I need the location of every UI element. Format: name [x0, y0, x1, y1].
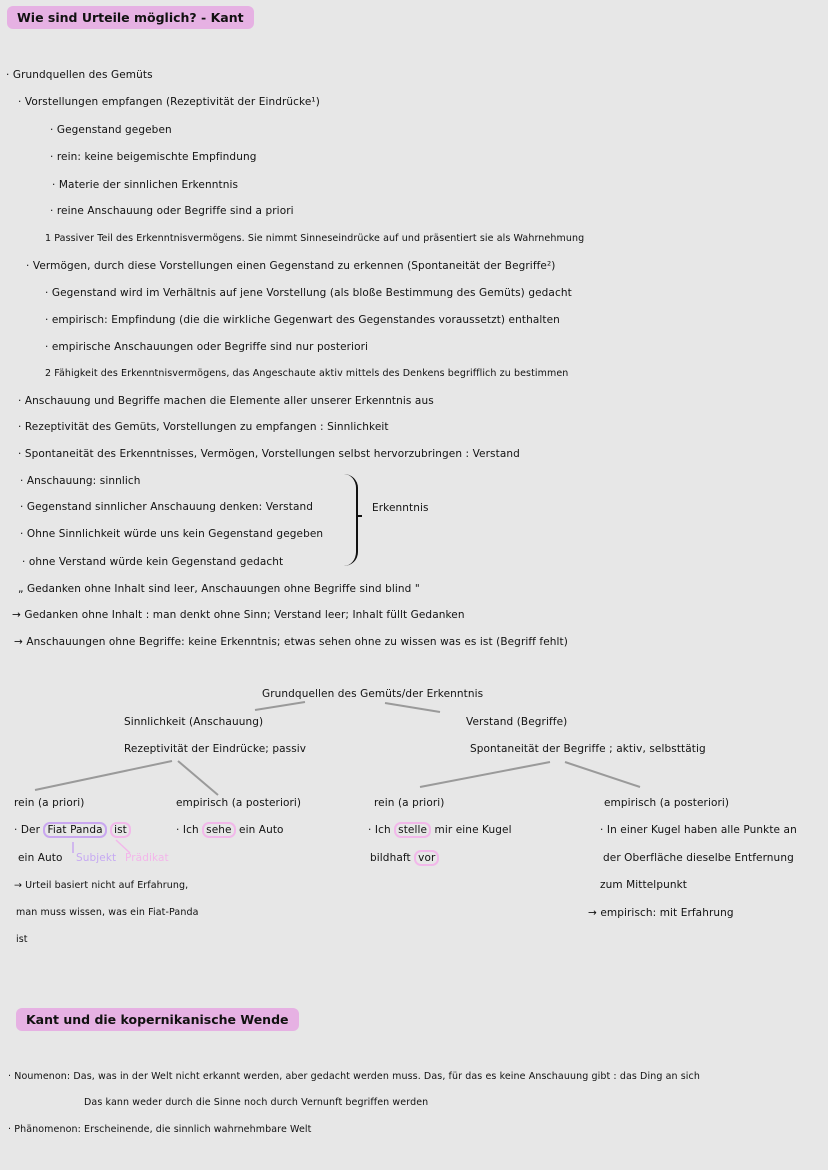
right-empirisch-line: zum Mittelpunkt: [600, 879, 687, 891]
noumenon-note: Das kann weder durch die Sinne noch durch Vernunft begriffen werden: [84, 1097, 429, 1108]
note-line: · empirische Anschauungen oder Begriffe sind nur posteriori: [45, 341, 369, 353]
arrow-note: → Gedanken ohne Inhalt : man denkt ohne Sinn; Verstand leer; Inhalt füllt Gedanken: [12, 609, 465, 621]
note-line: · empirisch: Empfindung (die die wirkliche Gegenwart des Gegenstandes voraussetzt) enthalten: [45, 314, 560, 326]
diagram-right-title: Verstand (Begriffe): [466, 716, 568, 728]
left-empirisch-example: [176, 824, 284, 836]
subject-highlight: Fiat Panda: [43, 822, 106, 838]
left-rein-example-line2: ein Auto: [18, 852, 63, 864]
footnote-1: 1 Passiver Teil des Erkenntnisvermögens. Sie nimmt Sinneseindrücke auf und präsentiert sie als Wahrnehmung: [45, 233, 585, 244]
verb-highlight: stelle: [394, 822, 431, 838]
arrow-note: → Anschauungen ohne Begriffe: keine Erkenntnis; etwas sehen ohne zu wissen was es ist (Begriff fehlt): [14, 636, 568, 648]
subject-label: Subjekt: [76, 852, 117, 864]
left-rein-note: → Urteil basiert nicht auf Erfahrung,: [14, 880, 189, 891]
diagram-left-subtitle: Rezeptivität der Eindrücke; passiv: [124, 743, 307, 755]
note-line: · reine Anschauung oder Begriffe sind a priori: [50, 205, 294, 217]
example-prefix: bildhaft: [370, 852, 415, 864]
brace-item: · Gegenstand sinnlicher Anschauung denken: Verstand: [20, 501, 314, 513]
right-empirisch-line: · In einer Kugel haben alle Punkte an: [600, 824, 797, 836]
section-title-text: Kant und die kopernikanische Wende: [26, 1012, 289, 1027]
left-rein-example: [14, 824, 131, 836]
note-line: · rein: keine beigemischte Empfindung: [50, 151, 257, 163]
brace-label: Erkenntnis: [372, 502, 429, 514]
kant-quote: „ Gedanken ohne Inhalt sind leer, Anschauungen ohne Begriffe sind blind ": [18, 583, 420, 595]
note-line: · Gegenstand wird im Verhältnis auf jene Vorstellung (als bloße Bestimmung des Gemüts) gedacht: [45, 287, 572, 299]
diagram-root: Grundquellen des Gemüts/der Erkenntnis: [262, 688, 484, 700]
noumenon-definition: · Noumenon: Das, was in der Welt nicht erkannt werden, aber gedacht werden muss. Das, für das es keine Anschauung gibt : das Ding an sich: [8, 1071, 700, 1082]
predicate-label: Prädikat: [125, 852, 169, 864]
note-line: · Vorstellungen empfangen (Rezeptivität der Eindrücke¹): [18, 96, 320, 108]
example-suffix: ein Auto: [235, 824, 284, 836]
left-rein-note: man muss wissen, was ein Fiat-Panda: [16, 907, 199, 918]
example-prefix: · Ich: [176, 824, 203, 836]
note-line: · Spontaneität des Erkenntnisses, Vermögen, Vorstellungen selbst hervorzubringen : Verstand: [18, 448, 520, 460]
right-rein-example: [368, 824, 512, 836]
footnote-2: 2 Fähigkeit des Erkenntnisvermögens, das Angeschaute aktiv mittels des Denkens begrifflich zu bestimmen: [45, 368, 569, 379]
section-title-text: Wie sind Urteile möglich? - Kant: [17, 10, 244, 25]
note-line: · Grundquellen des Gemüts: [6, 69, 153, 81]
predicate-highlight: ist: [110, 822, 131, 838]
example-prefix: · Der: [14, 824, 44, 836]
note-line: · Rezeptivität des Gemüts, Vorstellungen zu empfangen : Sinnlichkeit: [18, 421, 389, 433]
diagram-right-subtitle: Spontaneität der Begriffe ; aktiv, selbsttätig: [470, 743, 706, 755]
left-empirisch-heading: empirisch (a posteriori): [176, 797, 302, 809]
verb-highlight: sehe: [202, 822, 235, 838]
left-rein-note: ist: [16, 934, 28, 945]
right-empirisch-line: → empirisch: mit Erfahrung: [588, 907, 734, 919]
right-empirisch-line: der Oberfläche dieselbe Entfernung: [603, 852, 794, 864]
example-suffix: mir eine Kugel: [431, 824, 512, 836]
brace-item: · ohne Verstand würde kein Gegenstand gedacht: [22, 556, 284, 568]
diagram-left-title: Sinnlichkeit (Anschauung): [124, 716, 264, 728]
right-empirisch-heading: empirisch (a posteriori): [604, 797, 730, 809]
note-line: · Materie der sinnlichen Erkenntnis: [52, 179, 239, 191]
phaenomenon-definition: · Phänomenon: Erscheinende, die sinnlich wahrnehmbare Welt: [8, 1124, 312, 1135]
left-rein-heading: rein (a priori): [14, 797, 85, 809]
note-line: · Anschauung und Begriffe machen die Elemente aller unserer Erkenntnis aus: [18, 395, 434, 407]
brace-item: · Ohne Sinnlichkeit würde uns kein Gegenstand gegeben: [20, 528, 324, 540]
right-rein-example-line2: [370, 852, 439, 864]
particle-highlight: vor: [414, 850, 439, 866]
note-line: · Vermögen, durch diese Vorstellungen einen Gegenstand zu erkennen (Spontaneität der Begriffe²): [26, 260, 556, 272]
example-prefix: · Ich: [368, 824, 395, 836]
curly-brace-tip: [356, 515, 362, 517]
right-rein-heading: rein (a priori): [374, 797, 445, 809]
section-title-kopernikanische-wende: [16, 1008, 299, 1031]
curly-brace-icon: [342, 474, 358, 566]
note-line: · Gegenstand gegeben: [50, 124, 172, 136]
section-title-urteile: [7, 6, 254, 29]
brace-item: · Anschauung: sinnlich: [20, 475, 141, 487]
